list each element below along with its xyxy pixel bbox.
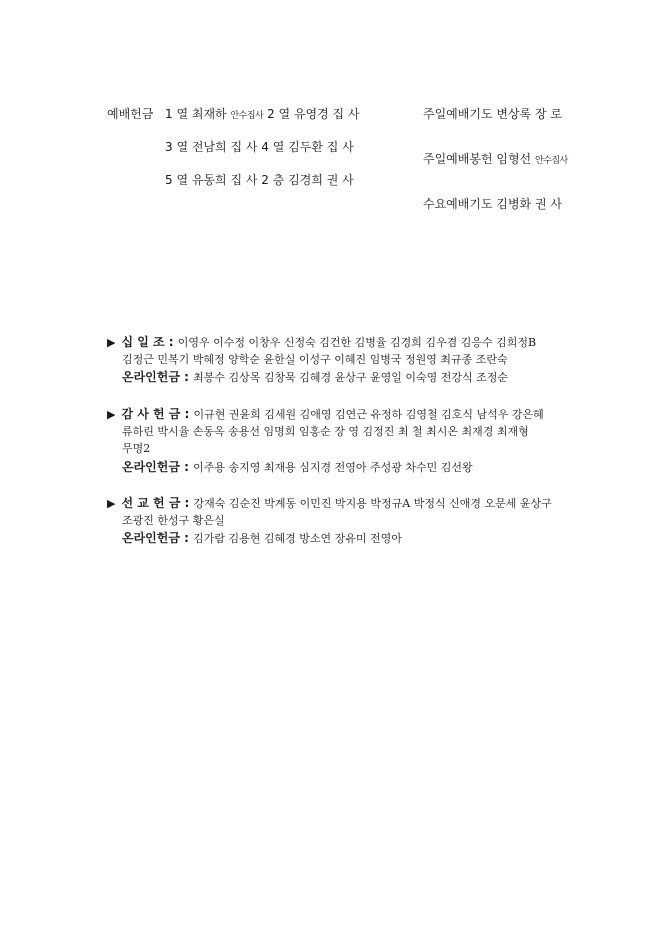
offering-row (165, 173, 354, 187)
section-label: 감 사 헌 금 : (121, 407, 194, 421)
person-name: 최재하 (191, 107, 231, 121)
person-title: 집 사 (332, 107, 360, 121)
section-continuation-line (122, 442, 150, 456)
name-list: 김정근 민복기 박혜정 양학순 윤한실 이성구 이혜진 임병국 정원영 최규종 조란숙 (122, 352, 508, 366)
online-label: 온라인헌금 : (122, 459, 194, 474)
role-row (423, 197, 562, 211)
person-title: 집 사 (230, 173, 258, 187)
role-row (423, 152, 568, 168)
row-unit: 열 (176, 140, 192, 154)
offering-label-text: 예배헌금 (107, 107, 154, 121)
row-unit: 열 (272, 140, 289, 154)
name-list: 최봉수 김상목 김창묵 김혜경 윤상구 윤영일 이숙영 전강식 조정순 (193, 371, 508, 384)
name-list: 강재숙 김순진 박계동 이민진 박지용 박정규A 박정식 신애경 오문세 윤상구 (193, 497, 552, 510)
section-continuation-line (122, 353, 508, 367)
person-title: 안수집사 (230, 111, 264, 121)
person-name: 유동희 (191, 173, 231, 187)
name-list: 류하린 박시율 손동옥 송용선 임명희 임홍순 장 영 김정진 최 철 최시온 최재경 최재형 (122, 424, 529, 438)
offering-label (107, 107, 153, 121)
row-number: 2 (261, 173, 273, 187)
section-continuation-line (122, 425, 529, 439)
online-line (122, 370, 508, 385)
name-list: 이규현 권윤희 김세원 김애영 김연근 유정하 김영철 김호식 남석우 강은혜 (193, 408, 544, 421)
person-name: 변상록 (496, 107, 535, 121)
offering-row (165, 140, 354, 154)
person-name: 김경희 (288, 173, 327, 187)
person-title: 집 사 (326, 140, 354, 154)
row-unit: 열 (278, 107, 294, 121)
role-label: 수요예배기도 (423, 197, 497, 211)
name-list: 김가람 김용현 김혜경 방소연 장유미 전영아 (193, 532, 402, 545)
person-title: 권 사 (326, 173, 354, 187)
person-name: 유영경 (293, 107, 333, 121)
row-unit: 열 (176, 173, 192, 187)
section-marker: ▶ (107, 408, 116, 421)
person-name: 임형선 (496, 152, 535, 166)
section-label: 십 일 조 : (121, 335, 178, 349)
name-list: 조광진 한성구 황은실 (122, 513, 225, 527)
row-number: 2 (267, 107, 279, 121)
row-number: 1 (165, 107, 177, 121)
person-name: 전남희 (191, 140, 231, 154)
role-label: 주일예배기도 (423, 107, 497, 121)
section-first-line (107, 335, 536, 350)
section-first-line (107, 496, 552, 511)
name-list: 이주용 송지영 최재용 심지경 전영아 주성광 차수민 김선왕 (193, 460, 473, 474)
offering-row (165, 107, 360, 123)
person-title: 집 사 (230, 140, 258, 154)
name-list: 이영우 이수정 이창우 신정숙 김건한 김병율 김경희 김우겸 김응수 김희정B (177, 336, 537, 349)
row-number: 3 (165, 140, 177, 154)
person-title: 권 사 (534, 197, 562, 211)
person-title: 장 로 (534, 107, 562, 121)
online-line (122, 531, 402, 546)
section-continuation-line (122, 514, 225, 528)
row-number: 4 (261, 140, 273, 154)
person-name: 김두환 (288, 140, 327, 154)
person-title: 안수집사 (534, 156, 568, 166)
role-label: 주일예배봉헌 (423, 152, 497, 166)
name-list: 무명2 (122, 442, 151, 455)
row-unit: 층 (272, 173, 289, 187)
row-number: 5 (165, 173, 177, 187)
section-first-line (107, 407, 544, 422)
section-label: 선 교 헌 금 : (121, 496, 194, 510)
row-unit: 열 (176, 107, 192, 121)
person-name: 김병화 (496, 197, 535, 211)
section-marker: ▶ (107, 497, 116, 510)
online-label: 온라인헌금 : (122, 531, 194, 545)
role-row (423, 107, 562, 121)
section-marker: ▶ (107, 336, 116, 349)
online-label: 온라인헌금 : (122, 370, 194, 384)
online-line (122, 460, 473, 475)
